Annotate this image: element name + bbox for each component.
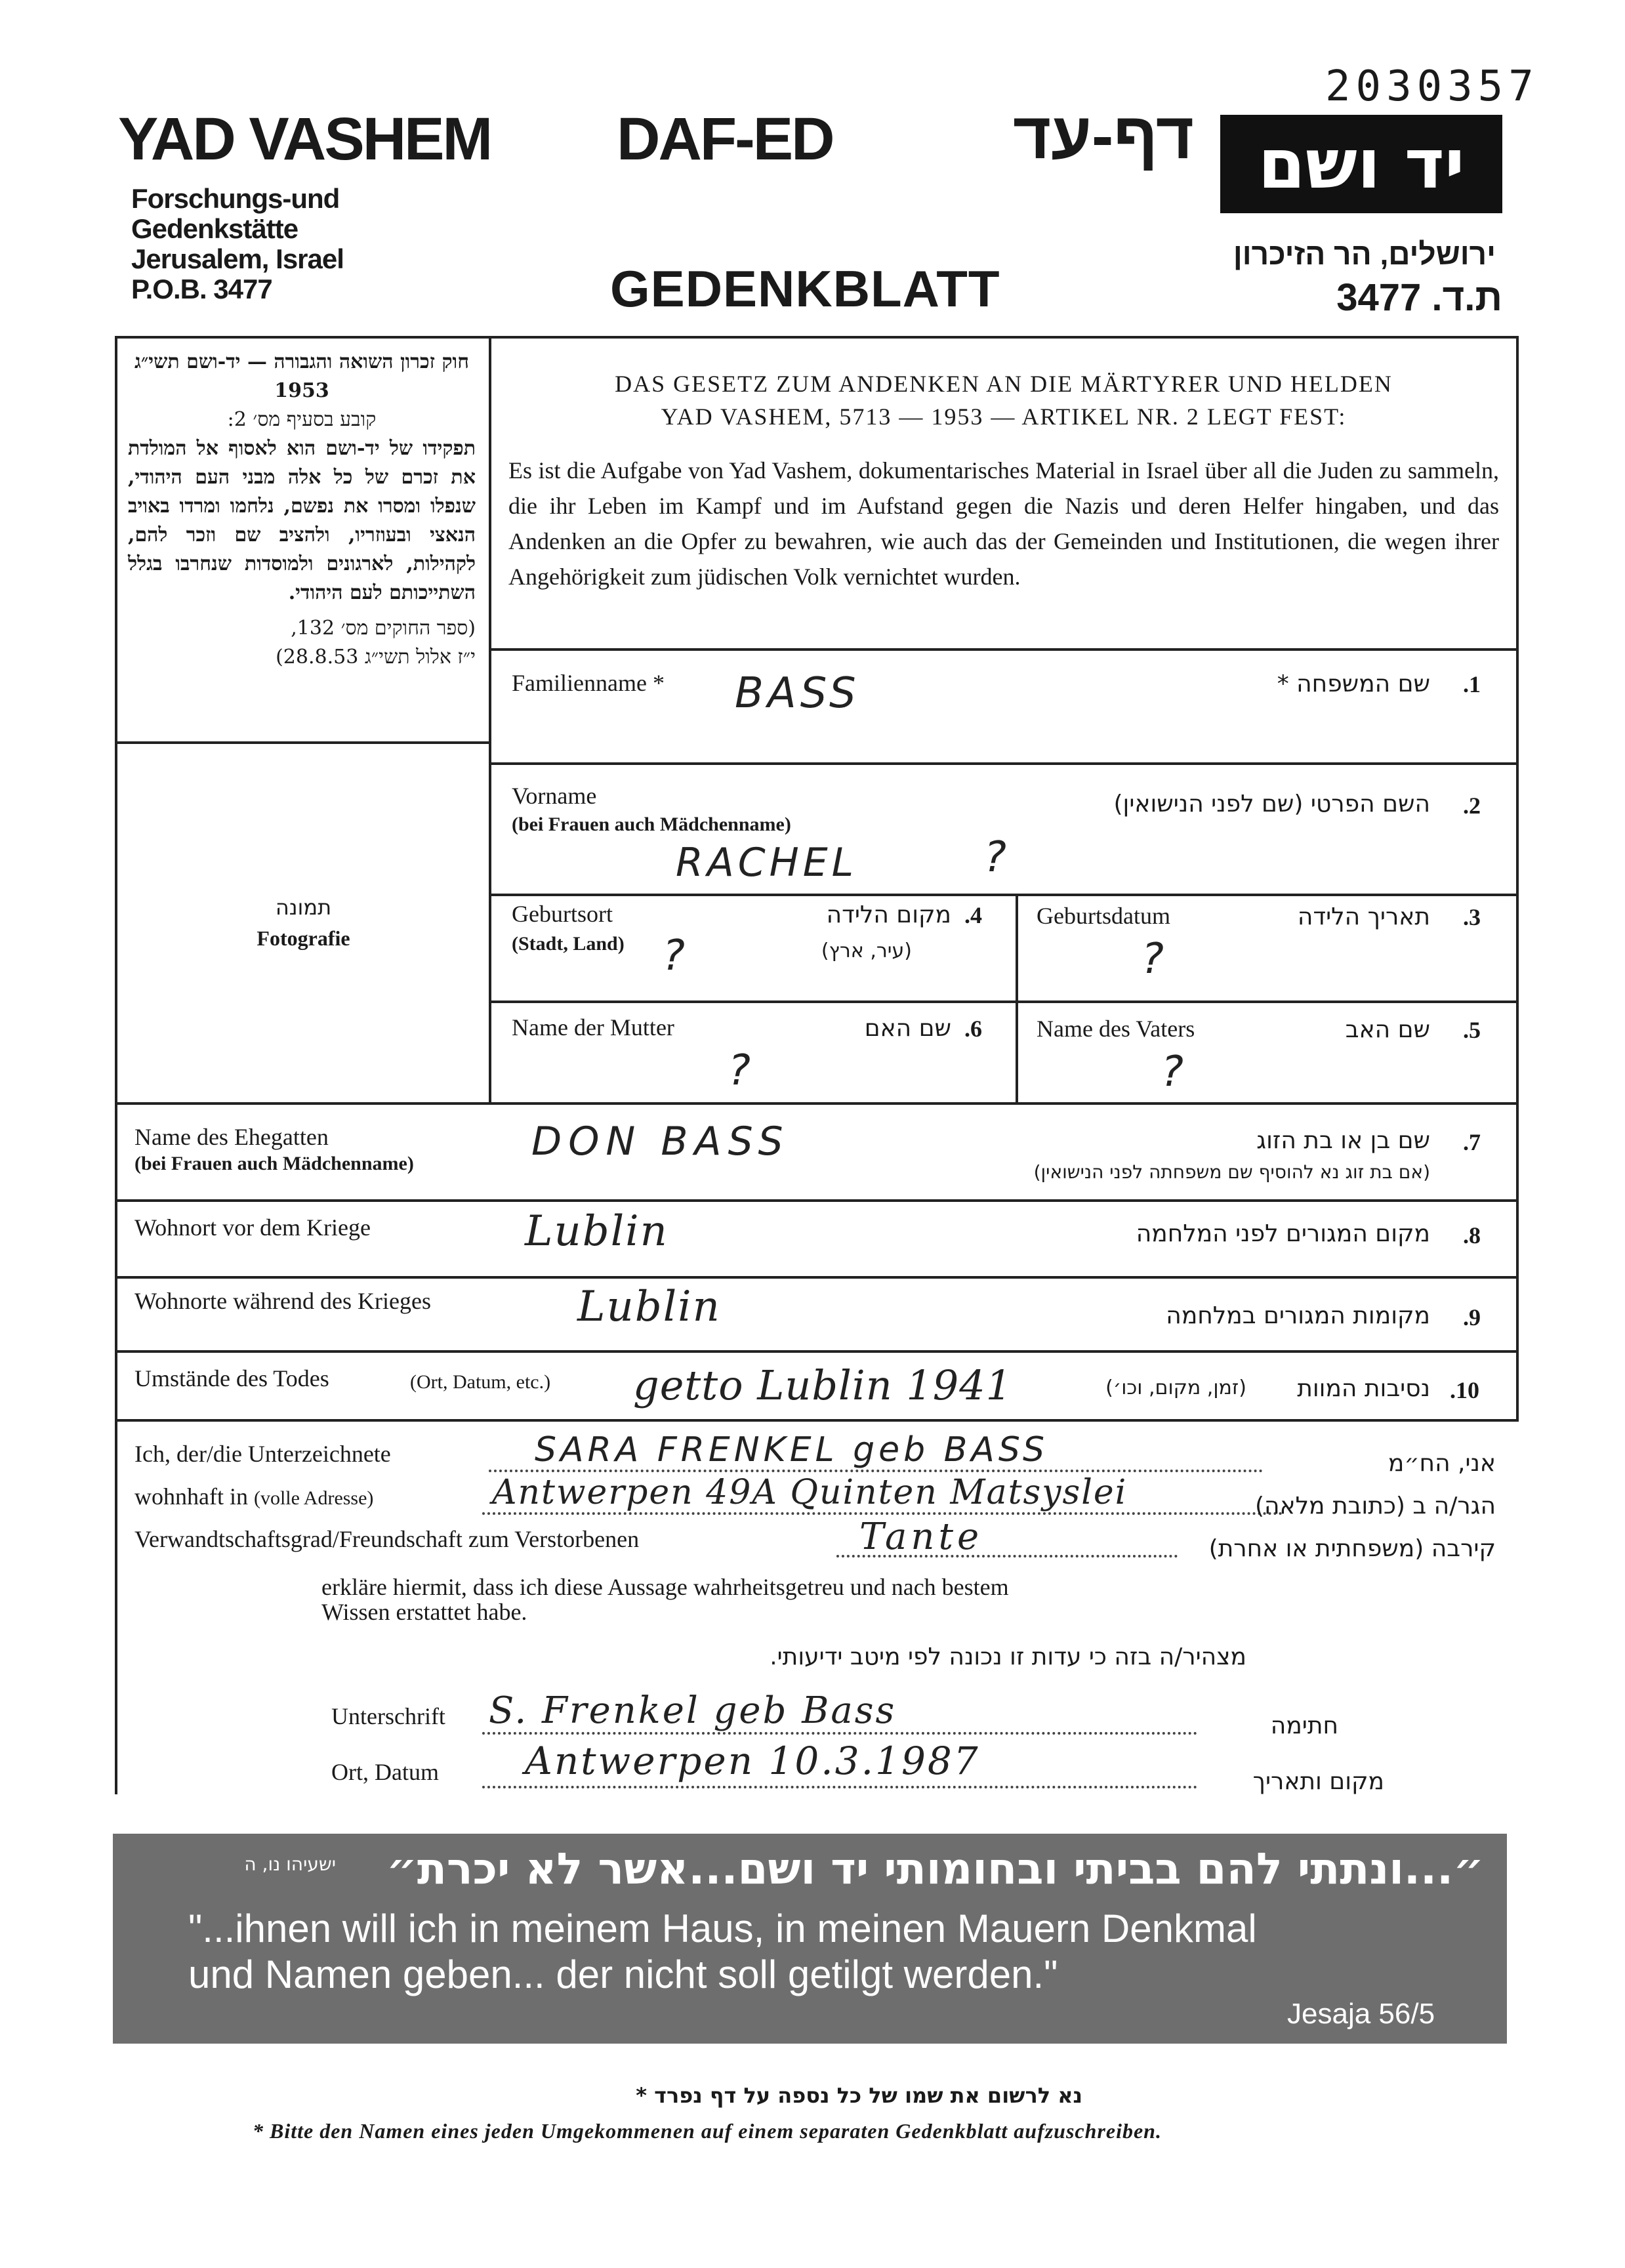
field2-bottom	[489, 894, 1519, 896]
field5-label-hebrew: שם האב	[1345, 1016, 1430, 1043]
field9-value: Lublin	[577, 1283, 721, 1331]
page-title: GEDENKBLATT	[610, 260, 1000, 318]
photo-label-hebrew: תמונה	[275, 895, 332, 920]
declarant-address-label-hebrew: הגר/ה ב (כתובת מלאה)	[1254, 1493, 1496, 1519]
place-date-line	[482, 1786, 1197, 1788]
law-hebrew	[128, 348, 476, 672]
field6-label-hebrew: שם האם	[864, 1015, 951, 1042]
field4-sublabel-hebrew: (עיר, ארץ)	[821, 939, 912, 962]
law-column-divider	[489, 336, 491, 1103]
fields-4-3-bottom	[489, 1000, 1519, 1003]
footer-note-german: * Bitte den Namen eines jeden Umgekommenen auf einem separaten Gedenkblatt aufzuschreiben.	[253, 2119, 1162, 2143]
declaration-german	[321, 1575, 1009, 1624]
fields-6-5-bottom	[115, 1102, 1519, 1105]
declarant-name-label: Ich, der/die Unterzeichnete	[134, 1441, 391, 1467]
field6-value: ?	[728, 1046, 754, 1095]
declarant-relation-value: Tante	[859, 1515, 983, 1558]
field10-label: Umstände des Todes	[134, 1365, 329, 1392]
field3-label-hebrew: תאריך הלידה	[1297, 903, 1430, 930]
banner-german-line-1: "...ihnen will ich in meinem Haus, in meinen Mauern Denkmal	[188, 1907, 1257, 1950]
field7-number: .7	[1463, 1129, 1481, 1155]
field10-value: getto Lublin 1941	[633, 1361, 1013, 1409]
declarant-relation-label-hebrew: קירבה (משפחתית או אחרת)	[1208, 1535, 1496, 1562]
declarant-relation-label: Verwandtschaftsgrad/Freundschaft zum Verstorbenen	[134, 1526, 640, 1552]
field7-sublabel: (bei Frauen auch Mädchenname)	[134, 1153, 414, 1174]
declarant-address-label-text: wohnhaft in	[134, 1483, 248, 1510]
law-hebrew-body: תפקידו של יד-ושם הוא לאסוף אל המולדת את זכרם של כל אלה מבני העם היהודי, שנפלו ומסרו את נפשם, נלחמו ומרדו באויב הנאצי ובעוזריו, ולהציב שם וזכר להם, לקהילות, לארגונים ולמוסדות שנחרבו בגלל השתייכותם לעם היהודי.	[128, 437, 476, 604]
field4-label: Geburtsort	[512, 901, 613, 927]
form-name: DAF-ED	[617, 106, 833, 173]
field3-label: Geburtsdatum	[1037, 903, 1170, 929]
field1-bottom	[489, 762, 1519, 765]
declaration-german-line: Wissen erstattet habe.	[321, 1599, 527, 1625]
field3-value: ?	[1142, 935, 1168, 983]
place-date-label: Ort, Datum	[331, 1759, 439, 1785]
declarant-name-label-hebrew: אני, הח״מ	[1388, 1450, 1496, 1477]
document-number: 2030357	[1325, 62, 1539, 111]
declarant-name-line	[489, 1470, 1263, 1472]
field7-label: Name des Ehegatten	[134, 1124, 329, 1150]
field10-sublabel-hebrew: (זמן, מקום, וכו׳)	[1105, 1376, 1246, 1399]
declarant-address-sublabel: (volle Adresse)	[253, 1487, 374, 1509]
field2-sublabel: (bei Frauen auch Mädchenname)	[512, 814, 791, 835]
field9-label: Wohnorte während des Krieges	[134, 1288, 431, 1314]
field8-label: Wohnort vor dem Kriege	[134, 1214, 371, 1241]
isaiah-banner	[113, 1834, 1507, 2044]
field8-label-hebrew: מקום המגורים לפני המלחמה	[1136, 1220, 1430, 1247]
field2-mark: ?	[984, 833, 1010, 882]
law-text-bottom	[489, 648, 1519, 651]
declaration-hebrew: מצהיר/ה בזה כי עדות זו נכונה לפי מיטב ידיעותי.	[770, 1643, 1246, 1670]
field1-label-hebrew: שם המשפחה *	[1277, 670, 1430, 697]
signature-label: Unterschrift	[331, 1703, 445, 1729]
footer-note-hebrew: נא לרשום את שמו של כל נספה על דף נפרד *	[636, 2083, 1082, 2108]
address-line: Gedenkstätte	[131, 213, 298, 244]
field2-label-hebrew: השם הפרטי (שם לפני הנישואין)	[1113, 791, 1430, 817]
field2-label: Vorname	[512, 783, 597, 809]
address-hebrew: ירושלים, הר הזיכרון	[1233, 237, 1496, 271]
field1-value: BASS	[735, 669, 860, 718]
field2-number: .2	[1463, 793, 1481, 819]
law-hebrew-source: (ספר החוקים מס׳ 132,	[291, 617, 476, 640]
law-german-body: Es ist die Aufgabe von Yad Vashem, dokumentarisches Material in Israel über all die Juden zu sammeln, die ihr Leben im Kampf und im Aufstand gegen die Nazis und deren Helfer hingaben, und das Andenken an die Opfer zu bewahren, wie auch das der Gemeinden und Institutionen, die wegen ihrer Angehörigkeit zum jüdischen Volk vernichtet wurden.	[508, 457, 1499, 590]
field6-label: Name der Mutter	[512, 1014, 674, 1041]
banner-german-line-2: und Namen geben... der nicht soll getilgt werden."	[188, 1952, 1058, 1996]
field4-sublabel: (Stadt, Land)	[512, 933, 625, 955]
address-line: Jerusalem, Israel	[131, 243, 344, 274]
field5-number: .5	[1463, 1017, 1481, 1043]
field4-label-hebrew: מקום הלידה	[826, 901, 951, 928]
photo-label-german: Fotografie	[257, 926, 350, 950]
field3-number: .3	[1463, 904, 1481, 930]
field8-number: .8	[1463, 1222, 1481, 1248]
place-date-label-hebrew: מקום ותאריך	[1252, 1768, 1384, 1795]
declarant-name-value: SARA FRENKEL geb BASS	[535, 1430, 1049, 1470]
field4-value: ?	[663, 932, 689, 980]
law-german-title-line: DAS GESETZ ZUM ANDENKEN AN DIE MÄRTYRER UND HELDEN	[615, 371, 1393, 397]
field1-number: .1	[1463, 671, 1481, 697]
fields-divider-4-3	[1016, 894, 1018, 1103]
field5-label: Name des Vaters	[1037, 1016, 1195, 1042]
declaration-german-line: erkläre hiermit, dass ich diese Aussage wahrheitsgetreu und nach bestem	[321, 1574, 1009, 1600]
field10-label-hebrew: נסיבות המוות	[1297, 1375, 1430, 1402]
law-german-title	[499, 367, 1509, 433]
field9-label-hebrew: מקומות המגורים במלחמה	[1166, 1302, 1430, 1329]
address-line: Forschungs-und	[131, 183, 340, 214]
yad-vashem-logo: יד ושם	[1220, 115, 1502, 213]
law-hebrew-date: י״ז אלול תשי״ג 28.8.53)	[276, 646, 476, 669]
org-address	[131, 184, 344, 304]
field10-sublabel: (Ort, Datum, etc.)	[410, 1371, 551, 1393]
field9-number: .9	[1463, 1304, 1481, 1330]
field7-value: DON BASS	[531, 1119, 790, 1165]
declarant-address-line	[482, 1512, 1283, 1515]
declarant-left-border	[115, 1420, 117, 1794]
signature-line	[482, 1732, 1197, 1735]
banner-hebrew-ref: ישעיהו נו, ה	[244, 1853, 336, 1875]
declarant-address-value: Antwerpen 49A Quinten Matsyslei	[492, 1473, 1128, 1512]
law-hebrew-article: קובע בסעיף מס׳ 2:	[227, 408, 377, 431]
field2-value: RACHEL	[676, 840, 858, 886]
field8-value: Lublin	[525, 1207, 669, 1256]
form-name-hebrew: דף-עד	[1012, 99, 1194, 173]
field1-label: Familienname *	[512, 670, 665, 696]
field10-number: .10	[1450, 1377, 1479, 1403]
field7-label-hebrew: שם בן או בת הזוג	[1256, 1127, 1430, 1154]
banner-german-ref: Jesaja 56/5	[1287, 1998, 1435, 2030]
photo-area	[118, 744, 489, 1098]
field9-bottom	[115, 1350, 1519, 1353]
signature-value: S. Frenkel geb Bass	[489, 1689, 897, 1732]
pobox-hebrew: ת.ד. 3477	[1336, 276, 1502, 319]
org-name: YAD VASHEM	[118, 106, 491, 173]
declarant-address-label	[134, 1483, 373, 1510]
law-german-title-line: YAD VASHEM, 5713 — 1953 — ARTIKEL NR. 2 LEGT FEST:	[661, 403, 1347, 430]
field7-sublabel-hebrew: (אם בת זוג נא להוסיף שם משפחתה לפני הנישואין)	[1033, 1161, 1430, 1183]
field4-number: .4	[964, 902, 982, 928]
signature-label-hebrew: חתימה	[1270, 1712, 1338, 1739]
banner-hebrew-line: ״...ונתתי להם בביתי ובחומותי יד ושם...אשר לא יכרת״	[386, 1844, 1484, 1894]
place-date-value: Antwerpen 10.3.1987	[525, 1739, 980, 1783]
address-line: P.O.B. 3477	[131, 274, 272, 304]
field7-bottom	[115, 1199, 1519, 1202]
field6-number: .6	[964, 1016, 982, 1042]
field8-bottom	[115, 1276, 1519, 1279]
law-hebrew-title: חוק זכרון השואה והגבורה — יד-ושם תשי״ג 1953	[134, 350, 469, 402]
field5-value: ?	[1161, 1048, 1187, 1096]
